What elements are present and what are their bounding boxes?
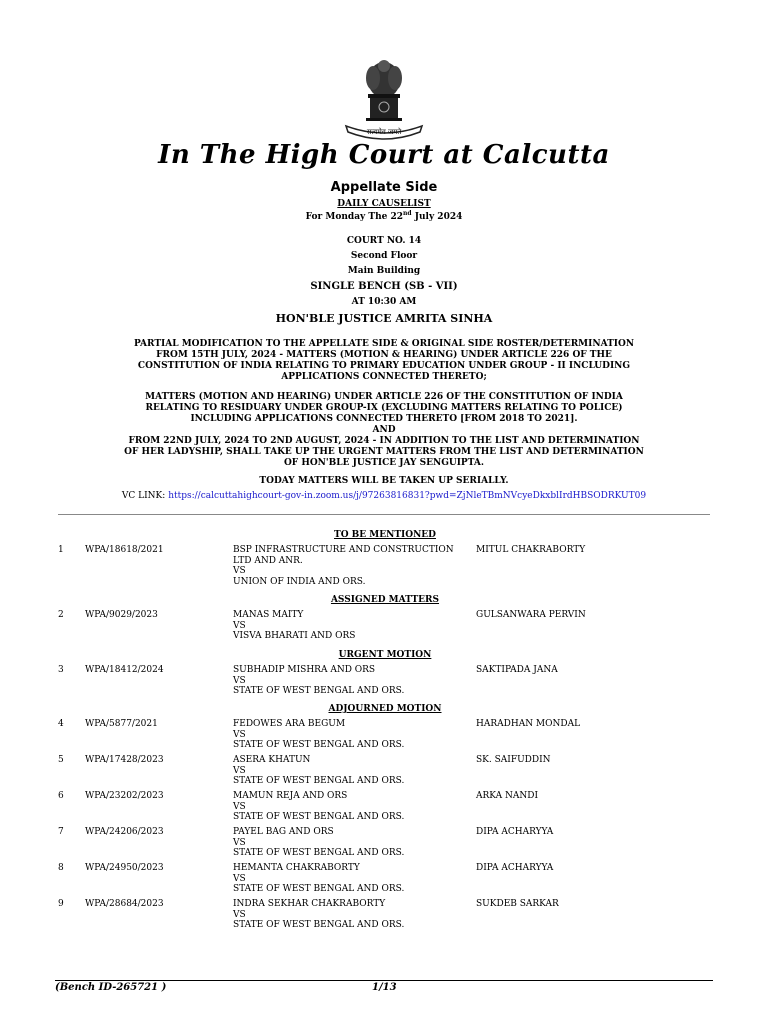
- advocate-name: HARADHAN MONDAL: [476, 719, 581, 729]
- notice-paragraph-1: PARTIAL MODIFICATION TO THE APPELLATE SIDE & ORIGINAL SIDE ROSTER/DETERMINATION FROM 15TH JULY, 2024 - MATTERS (MOTION & HEARING) UNDER ARTICLE 226 OF THE CONSTITUTION OF INDIA RELATING TO PRIMARY EDUCATION UNDER GROUP - II INCLUDING APPLICATIONS CONNECTED THERETO;: [133, 339, 635, 382]
- section-urgent-motion: URGENT MOTION: [338, 650, 432, 660]
- case-number: WPA/9029/2023: [85, 610, 158, 620]
- notice-paragraph-2: MATTERS (MOTION AND HEARING) UNDER ARTICLE 226 OF THE CONSTITUTION OF INDIA RELATING TO RESIDUARY UNDER GROUP-IX (EXCLUDING MATTERS RELATING TO POLICE) INCLUDING APPLICATIONS CONNECTED THERETO [FROM 2018 TO 2021]. AND FROM 22ND JULY, 2024 TO 2ND AUGUST, 2024 - IN ADDITION TO THE LIST AND DETERMINATION OF HER LADYSHIP, SHALL TAKE UP THE URGENT MATTERS FROM THE LIST AND DETERMINATION OF HON'BLE JUSTICE JAY SENGUIPTA.: [124, 392, 644, 468]
- bench-id: (Bench ID-265721 ): [55, 982, 167, 993]
- advocate-name: DIPA ACHARYYA: [476, 863, 554, 873]
- vc-link[interactable]: https://calcuttahighcourt-gov-in.zoom.us/j/97263816831?pwd=ZjNleTBmNVcyeDkxblIrdHBSODRKUT09: [168, 491, 647, 501]
- advocate-name: SAKTIPADA JANA: [476, 665, 558, 675]
- advocate-name: GULSANWARA PERVIN: [476, 610, 586, 620]
- advocate-name: DIPA ACHARYYA: [476, 827, 554, 837]
- advocate-name: MITUL CHAKRABORTY: [476, 545, 586, 555]
- divider: [58, 514, 710, 515]
- causelist-page: सत्यमेव जयते In The High Court at Calcutta Appellate Side DAILY CAUSELIST For Monday The 22nd July 2024 COURT NO. 14 Second Floor Main Building SINGLE BENCH (SB - VII) AT 10:30 AM HON'BLE JUSTICE AMRITA SINHA PARTIAL MODIFICATION TO THE APPELLATE SIDE & ORIGINAL SIDE ROSTER/DETERMINATION FROM 15TH JULY, 2024 - MATTERS (MOTION & HEARING) UNDER ARTICLE 226 OF THE CONSTITUTION OF INDIA RELATING TO PRIMARY EDUCATION UNDER GROUP - II INCLUDING APPLICATIONS CONNECTED THERETO; MATTERS (MOTION AND HEARING) UNDER ARTICLE 226 OF THE CONSTITUTION OF INDIA RELATING TO RESIDUARY UNDER GROUP-IX (EXCLUDING MATTERS RELATING TO POLICE) INCLUDING APPLICATIONS CONNECTED THERETO [FROM 2018 TO 2021]. AND FROM 22ND JULY, 2024 TO 2ND AUGUST, 2024 - IN ADDITION TO THE LIST AND DETERMINATION OF HER LADYSHIP, SHALL TAKE UP THE URGENT MATTERS FROM THE LIST AND DETERMINATION OF HON'BLE JUSTICE JAY SENGUIPTA. TODAY MATTERS WILL BE TAKEN UP SERIALLY. VC LINK: https://calcuttahighcourt-gov-in.zoom.us/j/97263816831?pwd=ZjNleTBmNVcyeDkxblIrdHBSODRKUT09 TO BE MENTIONED ASSIGNED MATTERS URGENT MOTION ADJOURNED MOTION 1 WPA/18618/2021 BSP INFRASTRUCTURE AND CONSTRUCTION LTD AND ANR. VS UNION OF INDIA AND ORS. MITUL CHAKRABORTY 2 WPA/9029/2023 MANAS MAITY VS VISVA BHARATI AND ORS GULSANWARA PERVIN 3 WPA/18412/2024 SUBHADIP MISHRA AND ORS VS STATE OF WEST BENGAL AND ORS. SAKTIPADA JANA 4 WPA/5877/2021 FEDOWES ARA BEGUM VS STATE OF WEST BENGAL AND ORS. HARADHAN MONDAL 5 WPA/17428/2023 ASERA KHATUN VS STATE OF WEST BENGAL AND ORS. SK. SAIFUDDIN 6 WPA/23202/2023 MAMUN REJA AND ORS VS STATE OF WEST BENGAL AND ORS. ARKA NANDI 7 WPA/24206/2023 PAYEL BAG AND ORS VS STATE OF WEST BENGAL AND ORS. DIPA ACHARYYA 8 WPA/24950/2023 HEMANTA CHAKRABORTY VS STATE OF WEST BENGAL AND ORS. DIPA ACHARYYA 9 WPA/28684/2023 INDRA SEKHAR CHAKRABORTY VS STATE OF WEST BENGAL AND ORS. SUKDEB SARKAR (Bench ID-265721 ) 1/13: [0, 0, 768, 1024]
- judge-name: HON'BLE JUSTICE AMRITA SINHA: [275, 312, 493, 325]
- bench-name: SINGLE BENCH (SB - VII): [310, 281, 458, 292]
- court-number: COURT NO. 14: [346, 236, 422, 246]
- daily-causelist-label: DAILY CAUSELIST: [337, 199, 431, 209]
- causelist-date: For Monday The 22nd July 2024: [305, 210, 463, 222]
- section-assigned-matters: ASSIGNED MATTERS: [330, 595, 440, 605]
- case-number: WPA/24950/2023: [85, 863, 164, 873]
- advocate-name: ARKA NANDI: [476, 791, 539, 801]
- advocate-name: SK. SAIFUDDIN: [476, 755, 551, 765]
- case-number: WPA/5877/2021: [85, 719, 158, 729]
- footer-divider: [55, 980, 713, 981]
- case-number: WPA/17428/2023: [85, 755, 164, 765]
- vc-link-line: VC LINK: https://calcuttahighcourt-gov-in.zoom.us/j/97263816831?pwd=ZjNleTBmNVcyeDkxblIrdHBSODRKUT09: [121, 491, 647, 501]
- emblem-motto: सत्यमेव जयते: [366, 128, 402, 136]
- case-number: WPA/23202/2023: [85, 791, 164, 801]
- court-title: In The High Court at Calcutta: [158, 140, 610, 170]
- case-number: WPA/18412/2024: [85, 665, 164, 675]
- advocate-name: SUKDEB SARKAR: [476, 899, 559, 909]
- case-number: WPA/24206/2023: [85, 827, 164, 837]
- section-to-be-mentioned: TO BE MENTIONED: [334, 530, 436, 540]
- case-number: WPA/18618/2021: [85, 545, 164, 555]
- page-number: 1/13: [372, 982, 397, 993]
- section-adjourned-motion: ADJOURNED MOTION: [328, 704, 442, 714]
- sitting-time: AT 10:30 AM: [351, 297, 417, 307]
- court-building: Main Building: [347, 266, 421, 276]
- national-emblem-icon: [340, 58, 428, 140]
- side-heading: Appellate Side: [330, 180, 438, 195]
- case-number: WPA/28684/2023: [85, 899, 164, 909]
- serially-notice: TODAY MATTERS WILL BE TAKEN UP SERIALLY.: [259, 476, 509, 486]
- court-floor: Second Floor: [350, 251, 418, 261]
